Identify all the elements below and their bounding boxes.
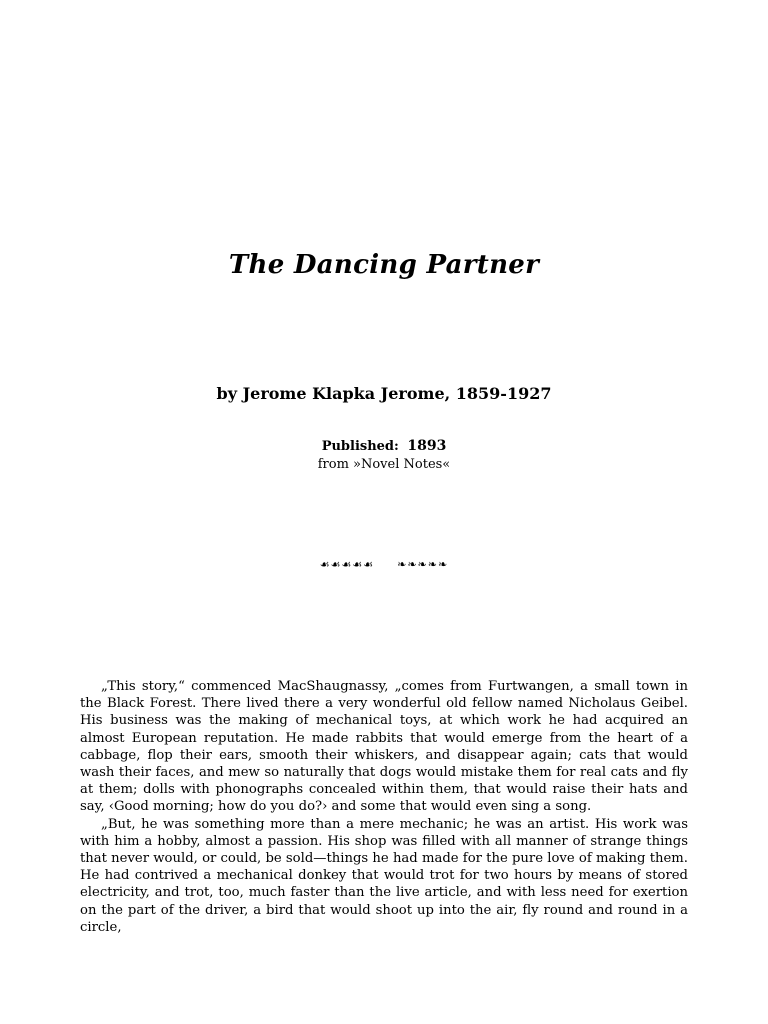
published-label: Published: bbox=[321, 439, 399, 454]
publication-info bbox=[0, 438, 768, 454]
ornament-right: ❧❧❧❧❧ bbox=[397, 558, 449, 571]
ornament-divider bbox=[0, 558, 768, 571]
paragraph: „This story,“ commenced MacShaugnassy, „comes from Furtwangen, a small town in the Black Forest. There lived there a very wonderful old fellow named Nicholaus Geibel. His business was the making of mechanical toys, at which work he had acquired an almost European reputation. He made rabbits that would emerge from the heart of a cabbage, flop their ears, smooth their whiskers, and disappear again; cats that would wash their faces, and mew so naturally that dogs would mistake them for real cats and fly at them; dolls with phonographs concealed within them, that would raise their hats and say, ‹Good morning; how do you do?› and some that would even sing a song. bbox=[80, 679, 688, 815]
document-title: The Dancing Partner bbox=[228, 250, 540, 280]
story-body bbox=[80, 678, 688, 936]
paragraph: „But, he was something more than a mere mechanic; he was an artist. His work was with him a hobby, almost a passion. His shop was filled with all manner of strange things that never would, or could, be sold—things he had made for the pure love of making them. He had contrived a mechanical donkey that would trot for two hours by means of stored electricity, and trot, too, much faster than the live article, and with less need for exertion on the part of the driver, a bird that would shoot up into the air, fly round and round in a circle, bbox=[80, 816, 688, 935]
ornament-left: ☙☙☙☙☙ bbox=[319, 558, 375, 571]
author-line: by Jerome Klapka Jerome, 1859-1927 bbox=[216, 384, 552, 403]
published-year: 1893 bbox=[407, 438, 447, 454]
source-line: from »Novel Notes« bbox=[317, 457, 451, 472]
